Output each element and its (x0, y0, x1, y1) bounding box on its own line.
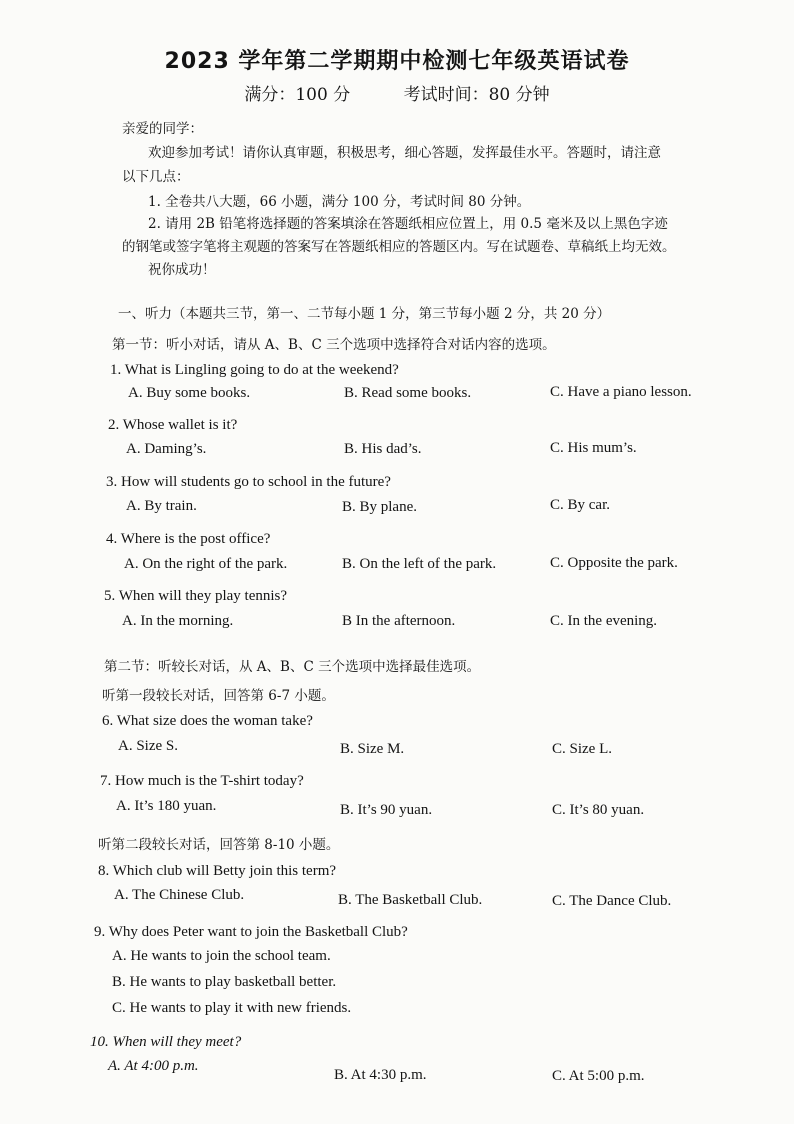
q10-option-c: C. At 5:00 p.m. (552, 1068, 645, 1084)
exam-meta (0, 80, 794, 105)
exam-time: 考试时间：80 分钟 (403, 85, 550, 105)
question-7: 7. How much is the T-shirt today? (100, 773, 304, 789)
question-6: 6. What size does the woman take? (102, 713, 313, 729)
q2-option-a: A. Daming’s. (126, 441, 207, 457)
q4-option-b: B. On the left of the park. (342, 556, 497, 572)
q2-option-c: C. His mum’s. (550, 440, 637, 456)
q10-option-b: B. At 4:30 p.m. (334, 1067, 427, 1083)
q10-option-a: A. At 4:00 p.m. (108, 1058, 199, 1074)
q9-option-b: B. He wants to play basketball better. (112, 974, 337, 990)
question-5: 5. When will they play tennis? (104, 588, 288, 604)
q1-option-b: B. Read some books. (344, 385, 472, 401)
q8-option-a: A. The Chinese Club. (114, 887, 245, 903)
question-4: 4. Where is the post office? (106, 531, 271, 547)
dialog2-instruction: 听第二段较长对话，回答第 8-10 小题。 (98, 837, 340, 853)
q7-option-b: B. It’s 90 yuan. (340, 802, 433, 818)
q2-option-b: B. His dad’s. (344, 441, 422, 457)
q3-option-b: B. By plane. (342, 499, 417, 515)
dialog1-instruction: 听第一段较长对话，回答第 6-7 小题。 (102, 688, 335, 704)
q4-option-c: C. Opposite the park. (550, 555, 678, 571)
q3-option-a: A. By train. (126, 498, 197, 514)
q5-option-c: C. In the evening. (550, 613, 658, 629)
part1-instruction: 第一节：听小对话，请从 A、B、C 三个选项中选择符合对话内容的选项。 (112, 337, 556, 353)
full-score: 满分：100 分 (244, 85, 351, 105)
question-10: 10. When will they meet? (90, 1034, 242, 1050)
notice-rule-1: 1. 全卷共八大题，66 小题，满分 100 分，考试时间 80 分钟。 (148, 194, 531, 210)
q4-option-a: A. On the right of the park. (124, 556, 288, 572)
notice-intro: 欢迎参加考试！请你认真审题，积极思考，细心答题，发挥最佳水平。答题时，请注意 (148, 145, 661, 161)
q9-option-a: A. He wants to join the school team. (112, 948, 331, 964)
notice-rule-2: 2. 请用 2B 铅笔将选择题的答案填涂在答题纸相应位置上，用 0.5 毫米及以上黑色字迹 (148, 216, 668, 232)
question-3: 3. How will students go to school in the future? (106, 474, 391, 490)
q6-option-b: B. Size M. (340, 741, 405, 757)
question-2: 2. Whose wallet is it? (108, 417, 238, 433)
q8-option-b: B. The Basketball Club. (338, 892, 483, 908)
question-1: 1. What is Lingling going to do at the weekend? (110, 362, 399, 378)
q8-option-c: C. The Dance Club. (552, 893, 672, 909)
notice-intro-cont: 以下几点： (122, 169, 190, 185)
q1-option-c: C. Have a piano lesson. (550, 384, 692, 400)
notice-rule-2-cont: 的钢笔或签字笔将主观题的答案写在答题纸相应的答题区内。写在试题卷、草稿纸上均无效。 (122, 239, 676, 255)
q7-option-a: A. It’s 180 yuan. (116, 798, 217, 814)
q6-option-c: C. Size L. (552, 741, 612, 757)
q9-option-c: C. He wants to play it with new friends. (112, 1000, 352, 1016)
notice-wish: 祝你成功！ (148, 262, 216, 278)
q7-option-c: C. It’s 80 yuan. (552, 802, 645, 818)
q3-option-c: C. By car. (550, 497, 610, 513)
q5-option-a: A. In the morning. (122, 613, 234, 629)
q6-option-a: A. Size S. (118, 738, 178, 754)
question-8: 8. Which club will Betty join this term? (98, 863, 337, 879)
part2-instruction: 第二节：听较长对话，从 A、B、C 三个选项中选择最佳选项。 (104, 659, 481, 675)
question-9: 9. Why does Peter want to join the Basketball Club? (94, 924, 408, 940)
q5-option-b: B In the afternoon. (342, 613, 456, 629)
section-heading: 一、听力（本题共三节，第一、二节每小题 1 分，第三节每小题 2 分，共 20 分） (118, 306, 611, 322)
q1-option-a: A. Buy some books. (128, 385, 251, 401)
page-title: 2023 学年第二学期期中检测七年级英语试卷 (164, 49, 630, 74)
notice-greeting: 亲爱的同学： (122, 121, 203, 137)
